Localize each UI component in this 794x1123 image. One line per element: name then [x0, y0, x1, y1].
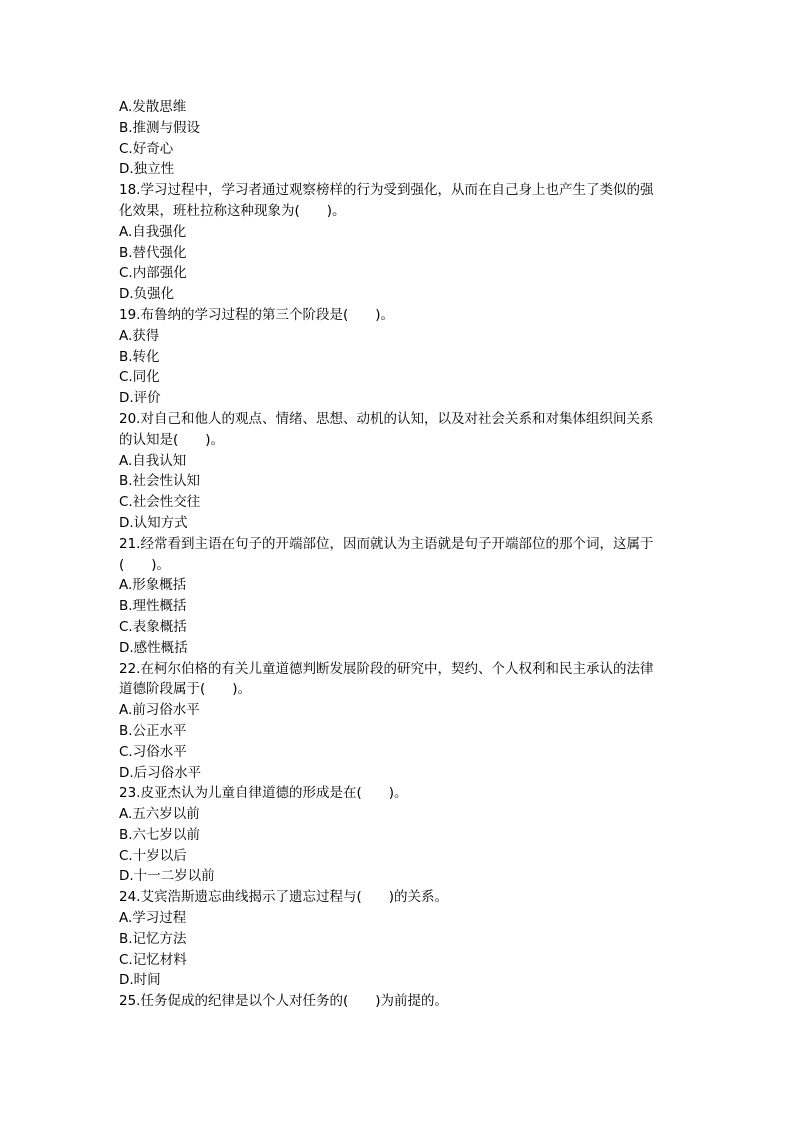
option-d: D.评价 [119, 390, 161, 407]
question-20 [119, 409, 679, 534]
option-b: B.公正水平 [119, 722, 187, 739]
option-a: A.自我强化 [119, 223, 187, 240]
option-c: C.内部强化 [119, 265, 187, 282]
question-stem-line: 道德阶段属于( )。 [119, 681, 252, 698]
question-23 [119, 783, 679, 887]
question-stem-line: 22.在柯尔伯格的有关儿童道德判断发展阶段的研究中，契约、个人权利和民主承认的法律 [119, 660, 654, 677]
option-d: D.感性概括 [119, 639, 188, 656]
option-b: B.六七岁以前 [119, 826, 201, 843]
option-d: D.认知方式 [119, 514, 188, 531]
option-c: C.同化 [119, 369, 160, 386]
option-a: A.学习过程 [119, 910, 187, 927]
option-a: A.前习俗水平 [119, 702, 200, 719]
option-b: B.记忆方法 [119, 930, 187, 947]
option-b: B.推测与假设 [119, 119, 201, 136]
option-d: D.独立性 [119, 161, 175, 178]
option-c: C.好奇心 [119, 140, 174, 157]
question-17-options [119, 97, 679, 180]
option-a: A.五六岁以前 [119, 806, 200, 823]
document-page [119, 97, 679, 1012]
option-a: A.获得 [119, 327, 160, 344]
question-stem-line: 25.任务促成的纪律是以个人对任务的( )为前提的。 [119, 993, 449, 1010]
question-24 [119, 887, 679, 991]
question-25 [119, 991, 679, 1012]
option-b: B.社会性认知 [119, 473, 201, 490]
option-c: C.表象概括 [119, 618, 187, 635]
option-a: A.形象概括 [119, 577, 187, 594]
question-stem-line: 18.学习过程中，学习者通过观察榜样的行为受到强化，从而在自己身上也产生了类似的强 [119, 182, 654, 199]
question-stem-line: 20.对自己和他人的观点、情绪、思想、动机的认知，以及对社会关系和对集体组织间关系 [119, 410, 654, 427]
question-stem-line: 化效果，班杜拉称这种现象为( )。 [119, 202, 346, 219]
option-a: A.自我认知 [119, 452, 187, 469]
option-b: B.替代强化 [119, 244, 187, 261]
question-19 [119, 305, 679, 409]
option-b: B.转化 [119, 348, 160, 365]
question-22 [119, 659, 679, 784]
question-stem-line: 23.皮亚杰认为儿童自律道德的形成是在( )。 [119, 785, 408, 802]
option-d: D.后习俗水平 [119, 764, 202, 781]
question-18 [119, 180, 679, 305]
question-stem-line: 的认知是( )。 [119, 431, 225, 448]
option-d: D.负强化 [119, 286, 175, 303]
option-c: C.社会性交往 [119, 494, 201, 511]
option-c: C.记忆材料 [119, 951, 187, 968]
option-c: C.十岁以后 [119, 847, 187, 864]
option-c: C.习俗水平 [119, 743, 187, 760]
option-a: A.发散思维 [119, 99, 187, 115]
question-stem-line: 24.艾宾浩斯遗忘曲线揭示了遗忘过程与( )的关系。 [119, 889, 449, 906]
option-d: D.时间 [119, 972, 161, 989]
question-stem-line: 21.经常看到主语在句子的开端部位，因而就认为主语就是句子开端部位的那个词，这属于 [119, 535, 654, 552]
option-b: B.理性概括 [119, 598, 187, 615]
question-21 [119, 534, 679, 659]
option-d: D.十一二岁以前 [119, 868, 215, 885]
question-stem-line: ( )。 [119, 556, 171, 573]
question-stem-line: 19.布鲁纳的学习过程的第三个阶段是( )。 [119, 306, 395, 323]
